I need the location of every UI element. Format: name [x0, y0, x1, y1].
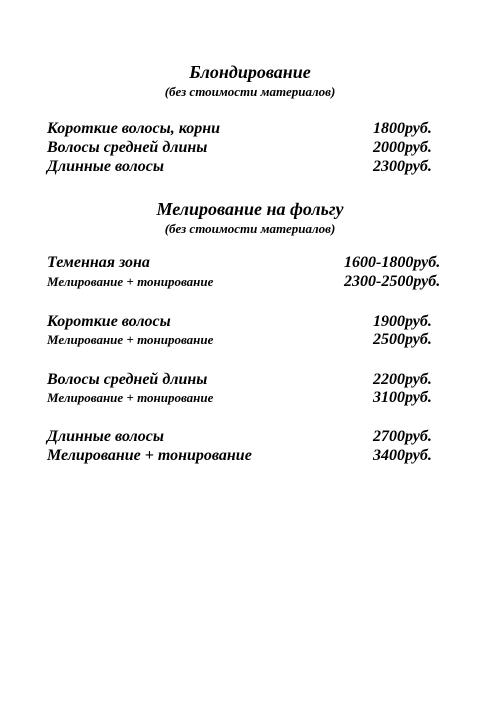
price-row — [47, 139, 447, 159]
service-name: Длинные волосы — [47, 158, 164, 175]
service-name: Короткие волосы — [47, 313, 171, 330]
price-row — [47, 447, 447, 467]
section-title-highlighting: Мелирование на фольгу — [156, 199, 344, 219]
service-price: 2200руб. — [373, 371, 432, 388]
service-name: Волосы средней длины — [47, 371, 208, 388]
service-price: 2300-2500руб. — [344, 273, 441, 290]
service-price: 2000руб. — [373, 139, 432, 156]
service-price: 2500руб. — [373, 331, 432, 348]
service-name: Волосы средней длины — [47, 139, 208, 156]
section-title-blonding: Блондирование — [189, 62, 311, 82]
service-price: 2700руб. — [373, 428, 432, 445]
service-name: Короткие волосы, корни — [47, 120, 221, 137]
service-name: Мелирование + тонирование — [47, 390, 214, 405]
service-price: 1600-1800руб. — [344, 254, 441, 271]
price-row — [47, 389, 447, 409]
service-name: Теменная зона — [47, 254, 150, 271]
service-price: 2300руб. — [373, 158, 432, 175]
service-price: 3400руб. — [373, 447, 432, 464]
service-name: Мелирование + тонирование — [47, 447, 252, 464]
price-row — [47, 313, 447, 333]
service-price: 1800руб. — [373, 120, 432, 137]
service-name: Длинные волосы — [47, 428, 164, 445]
price-row — [47, 371, 447, 391]
price-row — [47, 158, 447, 178]
price-row — [47, 120, 447, 140]
price-row — [47, 254, 447, 274]
price-row — [47, 273, 447, 293]
price-row — [47, 428, 447, 448]
service-price: 3100руб. — [373, 389, 432, 406]
service-name: Мелирование + тонирование — [47, 332, 214, 347]
section-subtitle-highlighting: (без стоимости материалов) — [164, 221, 336, 236]
service-name: Мелирование + тонирование — [47, 274, 214, 289]
price-row — [47, 331, 447, 351]
section-subtitle-blonding: (без стоимости материалов) — [164, 84, 336, 99]
service-price: 1900руб. — [373, 313, 432, 330]
